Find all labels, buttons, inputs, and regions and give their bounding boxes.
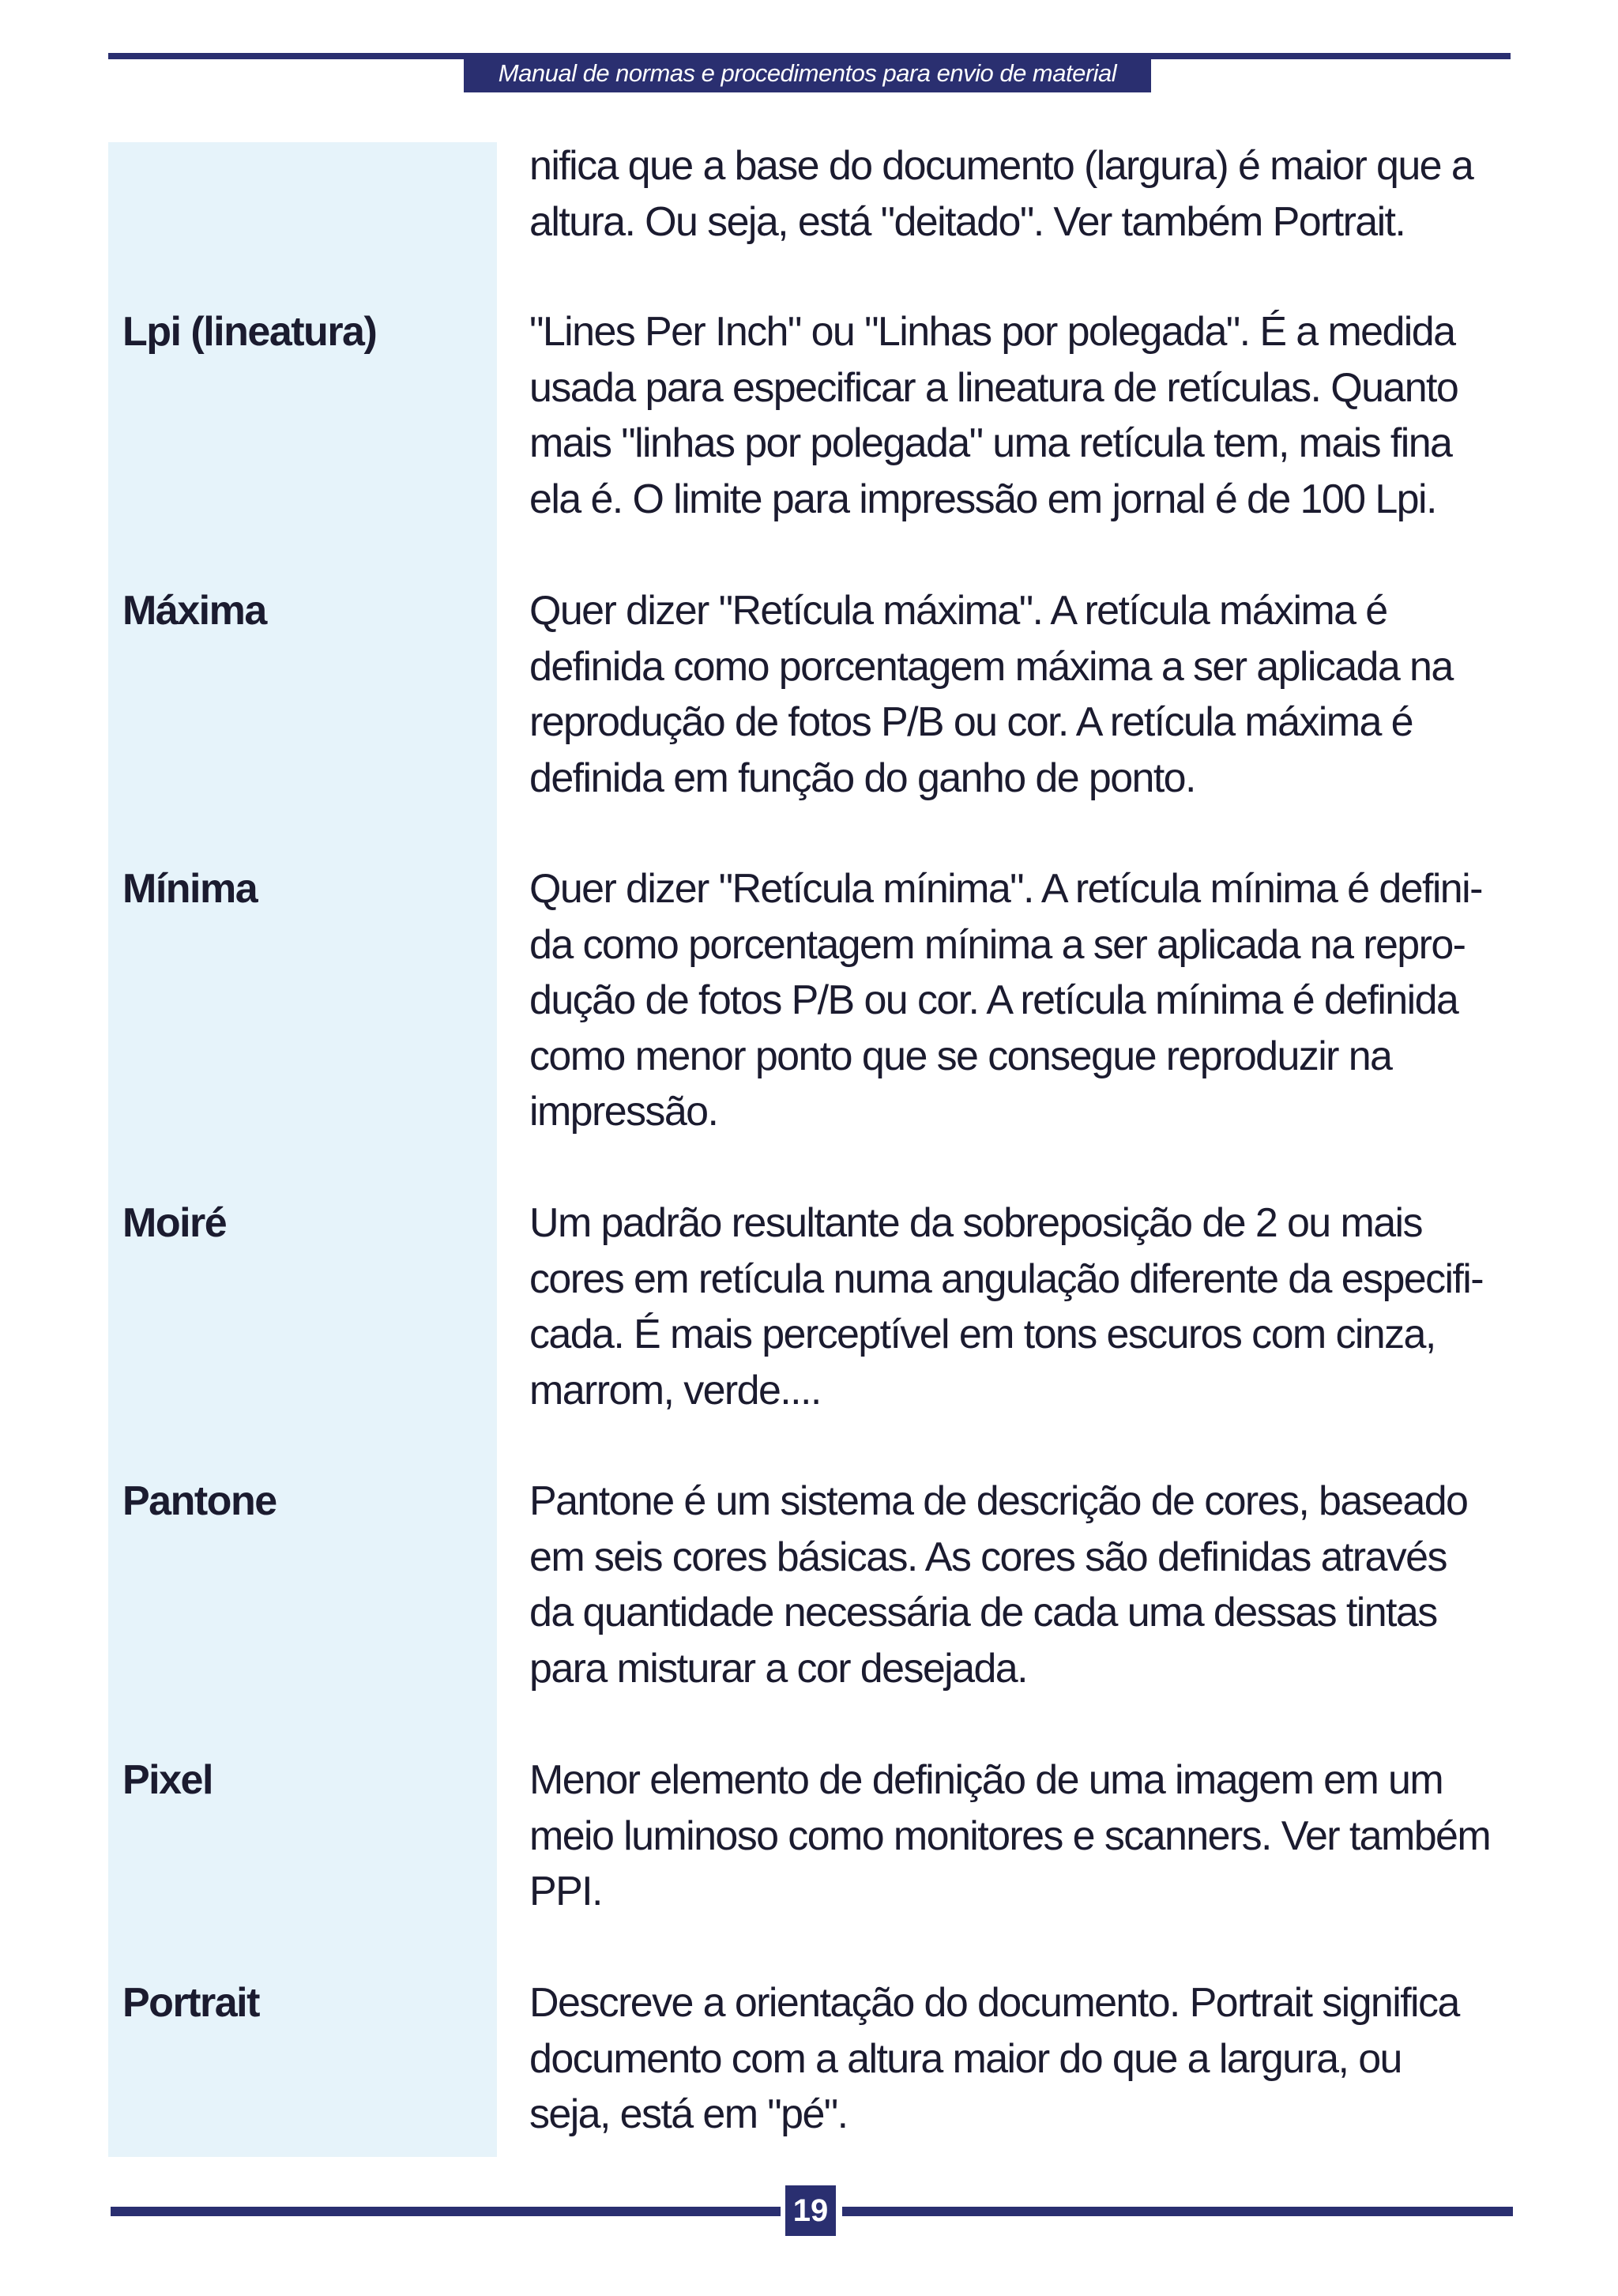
definition-line: para misturar a cor desejada. [529, 1645, 1027, 1692]
glossary-term: Máxima [122, 588, 266, 634]
definition-line: em seis cores básicas. As cores são definidas através [529, 1534, 1447, 1580]
definition-line: documento com a altura maior do que a largura, ou [529, 2035, 1402, 2082]
definition-line: nifica que a base do documento (largura) é maior que a [529, 143, 1473, 189]
term-column-background [108, 142, 497, 2157]
definition-line: PPI. [529, 1869, 602, 1914]
glossary-term: Pantone [122, 1478, 277, 1524]
definition-line: "Lines Per Inch" ou "Linhas por polegada". É a medida [529, 309, 1455, 355]
definition-line: reprodução de fotos P/B ou cor. A retícula máxima é [529, 699, 1413, 745]
definition-line: Quer dizer "Retícula mínima". A retícula mínima é defini- [529, 866, 1482, 912]
definition-line: como menor ponto que se consegue reproduzir na [529, 1033, 1392, 1079]
glossary-term: Moiré [122, 1200, 227, 1246]
glossary-definition [529, 861, 1517, 1140]
definition-line: altura. Ou seja, está "deitado". Ver também Portrait. [529, 198, 1405, 245]
definition-line: cores em retícula numa angulação diferente da especifi- [529, 1255, 1483, 1302]
definition-line: Menor elemento de definição de uma imagem em um [529, 1757, 1443, 1803]
definition-line: Pantone é um sistema de descrição de cores, baseado [529, 1478, 1468, 1524]
definition-line: da quantidade necessária de cada uma dessas tintas [529, 1590, 1437, 1635]
definition-line: marrom, verde.... [529, 1367, 821, 1413]
definition-line: usada para especificar a lineatura de retículas. Quanto [529, 364, 1458, 411]
running-header: Manual de normas e procedimentos para envio de material [464, 55, 1151, 92]
page-number: 19 [785, 2185, 836, 2236]
glossary-definition [529, 1752, 1517, 1920]
definition-line: da como porcentagem mínima a ser aplicada na repro- [529, 921, 1466, 968]
glossary-term: Mínima [122, 866, 258, 912]
definition-line: definida como porcentagem máxima a ser aplicada na [529, 643, 1453, 690]
glossary-term: Lpi (lineatura) [122, 309, 377, 355]
glossary-definition [529, 1195, 1517, 1418]
definition-line: dução de fotos P/B ou cor. A retícula mínima é definida [529, 977, 1458, 1023]
definition-continuation [529, 138, 1517, 250]
glossary-term: Pixel [122, 1757, 213, 1803]
definition-line: mais "linhas por polegada" uma retícula tem, mais fina [529, 420, 1452, 466]
definition-line: cada. É mais perceptível em tons escuros com cinza, [529, 1312, 1436, 1357]
glossary-definition [529, 583, 1517, 806]
glossary-definition [529, 304, 1517, 527]
glossary-definition [529, 1474, 1517, 1696]
definition-line: Um padrão resultante da sobreposição de 2 ou mais [529, 1200, 1422, 1246]
definition-line: meio luminoso como monitores e scanners. Ver também [529, 1812, 1491, 1859]
definition-line: Quer dizer "Retícula máxima". A retícula máxima é [529, 588, 1387, 634]
definition-line: Descreve a orientação do documento. Portrait significa [529, 1980, 1459, 2026]
definition-line: ela é. O limite para impressão em jornal é de 100 Lpi. [529, 476, 1436, 522]
glossary-term: Portrait [122, 1980, 259, 2026]
definition-line: definida em função do ganho de ponto. [529, 755, 1195, 801]
definition-line: seja, está em "pé". [529, 2091, 848, 2137]
definition-line: impressão. [529, 1089, 718, 1135]
glossary-definition [529, 1975, 1517, 2143]
